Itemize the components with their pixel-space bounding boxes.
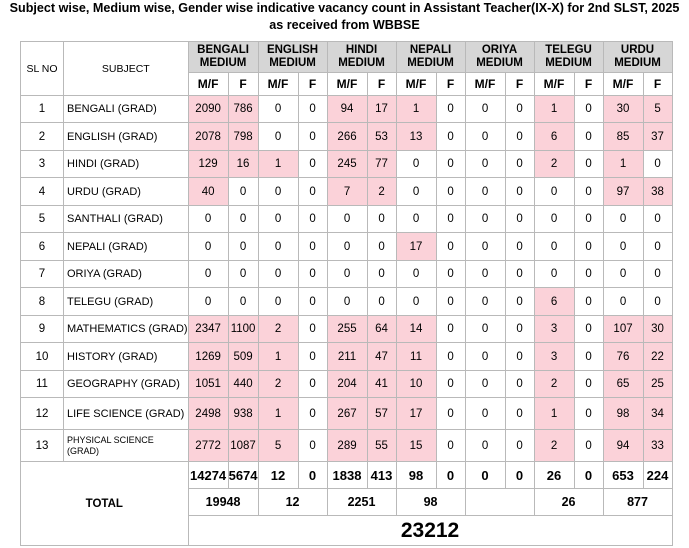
vacancy-cell: 267 (327, 398, 367, 430)
header-medium-oriya: ORIYA MEDIUM (465, 42, 534, 73)
vacancy-cell: 0 (258, 261, 298, 288)
gender-total-cell: 98 (396, 462, 436, 489)
vacancy-cell: 1 (396, 96, 436, 123)
row-subject: PHYSICAL SCIENCE (GRAD) (64, 430, 189, 462)
vacancy-cell: 2772 (188, 430, 228, 462)
vacancy-cell: 0 (505, 316, 534, 343)
vacancy-cell: 0 (534, 206, 574, 233)
vacancy-cell: 97 (603, 178, 643, 206)
vacancy-cell: 0 (505, 343, 534, 371)
vacancy-cell: 57 (367, 398, 396, 430)
header-medium-urdu: URDU MEDIUM (603, 42, 672, 73)
vacancy-cell: 25 (643, 371, 672, 398)
vacancy-cell: 1 (258, 398, 298, 430)
vacancy-cell: 0 (505, 371, 534, 398)
vacancy-cell: 0 (228, 206, 258, 233)
vacancy-cell: 13 (396, 123, 436, 151)
vacancy-cell: 0 (465, 288, 505, 316)
vacancy-cell: 2 (367, 178, 396, 206)
vacancy-cell: 0 (574, 371, 603, 398)
vacancy-cell: 0 (574, 96, 603, 123)
vacancy-cell: 0 (298, 430, 327, 462)
vacancy-cell: 15 (396, 430, 436, 462)
vacancy-cell: 0 (505, 398, 534, 430)
vacancy-cell: 0 (465, 343, 505, 371)
header-medium-english: ENGLISH MEDIUM (258, 42, 327, 73)
vacancy-cell: 938 (228, 398, 258, 430)
vacancy-cell: 786 (228, 96, 258, 123)
vacancy-cell: 2090 (188, 96, 228, 123)
vacancy-cell: 0 (465, 206, 505, 233)
vacancy-cell: 0 (258, 288, 298, 316)
vacancy-cell: 6 (534, 288, 574, 316)
vacancy-cell: 94 (327, 96, 367, 123)
vacancy-cell: 37 (643, 123, 672, 151)
header-f: F (574, 73, 603, 96)
vacancy-cell: 0 (603, 288, 643, 316)
vacancy-cell: 0 (643, 151, 672, 178)
vacancy-cell: 0 (436, 96, 465, 123)
row-subject: BENGALI (GRAD) (64, 96, 189, 123)
vacancy-cell: 0 (258, 123, 298, 151)
vacancy-cell: 53 (367, 123, 396, 151)
vacancy-cell: 77 (367, 151, 396, 178)
vacancy-cell: 0 (258, 206, 298, 233)
vacancy-cell: 0 (603, 233, 643, 261)
vacancy-cell: 1051 (188, 371, 228, 398)
page-title (0, 0, 689, 34)
vacancy-cell: 289 (327, 430, 367, 462)
vacancy-cell: 0 (298, 371, 327, 398)
vacancy-cell: 0 (367, 261, 396, 288)
row-subject: HISTORY (GRAD) (64, 343, 189, 371)
grand-total: 23212 (188, 516, 672, 546)
vacancy-cell: 0 (396, 261, 436, 288)
table-row (21, 343, 673, 371)
vacancy-cell: 0 (258, 233, 298, 261)
vacancy-cell: 38 (643, 178, 672, 206)
title-line-1: Subject wise, Medium wise, Gender wise indicative vacancy count in Assistant Teacher(IX-X) for 2nd SLST, 2025 (9, 1, 680, 15)
row-sl-no: 6 (21, 233, 64, 261)
vacancy-cell: 0 (298, 206, 327, 233)
vacancy-cell: 0 (505, 288, 534, 316)
vacancy-cell: 98 (603, 398, 643, 430)
vacancy-cell: 5 (258, 430, 298, 462)
row-sl-no: 8 (21, 288, 64, 316)
vacancy-cell: 0 (574, 343, 603, 371)
vacancy-cell: 1269 (188, 343, 228, 371)
gender-total-cell: 14274 (188, 462, 228, 489)
vacancy-cell: 0 (396, 288, 436, 316)
vacancy-cell: 0 (298, 233, 327, 261)
medium-total-cell: 12 (258, 489, 327, 516)
vacancy-cell: 0 (534, 261, 574, 288)
vacancy-cell: 2 (534, 371, 574, 398)
vacancy-cell: 0 (534, 178, 574, 206)
row-sl-no: 1 (21, 96, 64, 123)
table-row (21, 398, 673, 430)
row-subject: GEOGRAPHY (GRAD) (64, 371, 189, 398)
vacancy-cell: 0 (574, 233, 603, 261)
header-mf: M/F (258, 73, 298, 96)
vacancy-cell: 3 (534, 343, 574, 371)
header-mf: M/F (188, 73, 228, 96)
vacancy-cell: 1100 (228, 316, 258, 343)
vacancy-cell: 17 (396, 398, 436, 430)
vacancy-cell: 0 (574, 151, 603, 178)
row-subject: TELEGU (GRAD) (64, 288, 189, 316)
vacancy-cell: 0 (505, 151, 534, 178)
vacancy-cell: 40 (188, 178, 228, 206)
gender-total-cell: 1838 (327, 462, 367, 489)
vacancy-cell: 0 (505, 233, 534, 261)
vacancy-cell: 10 (396, 371, 436, 398)
header-mf: M/F (603, 73, 643, 96)
medium-total-cell: 19948 (188, 489, 258, 516)
table-row (21, 96, 673, 123)
vacancy-cell: 0 (465, 151, 505, 178)
vacancy-cell: 17 (367, 96, 396, 123)
vacancy-cell: 0 (228, 261, 258, 288)
vacancy-cell: 34 (643, 398, 672, 430)
table-row (21, 430, 673, 462)
header-medium-hindi: HINDI MEDIUM (327, 42, 396, 73)
vacancy-cell: 0 (436, 261, 465, 288)
vacancy-cell: 76 (603, 343, 643, 371)
header-mf: M/F (534, 73, 574, 96)
gender-total-cell: 26 (534, 462, 574, 489)
gender-total-cell: 5674 (228, 462, 258, 489)
vacancy-cell: 2 (534, 430, 574, 462)
vacancy-cell: 0 (228, 288, 258, 316)
vacancy-cell: 0 (327, 206, 367, 233)
vacancy-cell: 0 (574, 123, 603, 151)
vacancy-cell: 2 (258, 316, 298, 343)
vacancy-cell: 0 (367, 206, 396, 233)
vacancy-cell: 0 (228, 178, 258, 206)
row-sl-no: 11 (21, 371, 64, 398)
row-sl-no: 3 (21, 151, 64, 178)
vacancy-cell: 0 (188, 261, 228, 288)
row-subject: SANTHALI (GRAD) (64, 206, 189, 233)
vacancy-cell: 0 (258, 96, 298, 123)
vacancy-cell: 22 (643, 343, 672, 371)
vacancy-cell: 0 (298, 123, 327, 151)
vacancy-cell: 41 (367, 371, 396, 398)
row-sl-no: 4 (21, 178, 64, 206)
row-sl-no: 9 (21, 316, 64, 343)
vacancy-cell: 55 (367, 430, 396, 462)
table-row (21, 261, 673, 288)
vacancy-cell: 211 (327, 343, 367, 371)
vacancy-cell: 1 (258, 151, 298, 178)
vacancy-cell: 0 (298, 288, 327, 316)
header-subject: SUBJECT (64, 42, 189, 96)
vacancy-cell: 0 (298, 151, 327, 178)
vacancy-cell: 2 (258, 371, 298, 398)
vacancy-cell: 1 (534, 96, 574, 123)
vacancy-cell: 0 (396, 178, 436, 206)
vacancy-cell: 0 (574, 288, 603, 316)
vacancy-cell: 0 (505, 206, 534, 233)
row-subject: HINDI (GRAD) (64, 151, 189, 178)
vacancy-cell: 0 (465, 233, 505, 261)
vacancy-cell: 2347 (188, 316, 228, 343)
vacancy-cell: 11 (396, 343, 436, 371)
vacancy-cell: 0 (327, 233, 367, 261)
vacancy-cell: 0 (465, 316, 505, 343)
vacancy-cell: 6 (534, 123, 574, 151)
vacancy-cell: 33 (643, 430, 672, 462)
vacancy-cell: 30 (643, 316, 672, 343)
vacancy-cell: 65 (603, 371, 643, 398)
gender-total-cell: 0 (574, 462, 603, 489)
vacancy-cell: 0 (603, 261, 643, 288)
vacancy-cell: 0 (505, 123, 534, 151)
vacancy-cell: 0 (643, 206, 672, 233)
header-mf: M/F (327, 73, 367, 96)
vacancy-cell: 0 (574, 316, 603, 343)
gender-total-cell: 0 (505, 462, 534, 489)
gender-total-cell: 413 (367, 462, 396, 489)
header-mf: M/F (396, 73, 436, 96)
row-sl-no: 5 (21, 206, 64, 233)
vacancy-cell: 0 (465, 371, 505, 398)
vacancy-cell: 0 (436, 288, 465, 316)
vacancy-cell: 0 (228, 233, 258, 261)
vacancy-cell: 0 (396, 206, 436, 233)
vacancy-cell: 0 (298, 343, 327, 371)
vacancy-cell: 3 (534, 316, 574, 343)
gender-total-cell: 0 (436, 462, 465, 489)
vacancy-cell: 0 (465, 96, 505, 123)
vacancy-cell: 0 (436, 206, 465, 233)
row-subject: ORIYA (GRAD) (64, 261, 189, 288)
table-row (21, 206, 673, 233)
vacancy-cell: 0 (436, 233, 465, 261)
header-f: F (505, 73, 534, 96)
gender-total-cell: 0 (298, 462, 327, 489)
row-sl-no: 7 (21, 261, 64, 288)
vacancy-cell: 0 (367, 288, 396, 316)
vacancy-cell: 509 (228, 343, 258, 371)
vacancy-cell: 0 (298, 398, 327, 430)
vacancy-cell: 2078 (188, 123, 228, 151)
total-label: TOTAL (21, 462, 189, 546)
table-row (21, 316, 673, 343)
gender-total-cell: 224 (643, 462, 672, 489)
title-line-2: as received from WBBSE (269, 18, 420, 32)
vacancy-cell: 94 (603, 430, 643, 462)
header-medium-telegu: TELEGU MEDIUM (534, 42, 603, 73)
vacancy-cell: 0 (574, 206, 603, 233)
vacancy-cell: 0 (465, 261, 505, 288)
vacancy-cell: 204 (327, 371, 367, 398)
row-subject: MATHEMATICS (GRAD) (64, 316, 189, 343)
table-row (21, 371, 673, 398)
totals-gender-row (21, 462, 673, 489)
row-sl-no: 12 (21, 398, 64, 430)
header-f: F (643, 73, 672, 96)
header-mf: M/F (465, 73, 505, 96)
vacancy-cell: 0 (436, 398, 465, 430)
vacancy-cell: 0 (436, 123, 465, 151)
vacancy-cell: 1 (258, 343, 298, 371)
row-subject: NEPALI (GRAD) (64, 233, 189, 261)
vacancy-cell: 0 (436, 151, 465, 178)
vacancy-cell: 1087 (228, 430, 258, 462)
vacancy-cell: 30 (603, 96, 643, 123)
medium-total-cell: 2251 (327, 489, 396, 516)
table-row (21, 151, 673, 178)
vacancy-cell: 0 (643, 288, 672, 316)
table-row (21, 178, 673, 206)
header-f: F (367, 73, 396, 96)
row-subject: LIFE SCIENCE (GRAD) (64, 398, 189, 430)
row-subject: ENGLISH (GRAD) (64, 123, 189, 151)
vacancy-cell: 266 (327, 123, 367, 151)
medium-total-cell: 98 (396, 489, 465, 516)
vacancy-cell: 0 (465, 123, 505, 151)
vacancy-cell: 0 (505, 96, 534, 123)
vacancy-cell: 0 (574, 430, 603, 462)
vacancy-cell: 440 (228, 371, 258, 398)
vacancy-cell: 255 (327, 316, 367, 343)
vacancy-cell: 245 (327, 151, 367, 178)
table-row (21, 288, 673, 316)
vacancy-cell: 0 (465, 178, 505, 206)
vacancy-cell: 0 (436, 316, 465, 343)
vacancy-cell: 0 (327, 261, 367, 288)
vacancy-cell: 0 (436, 178, 465, 206)
vacancy-cell: 0 (298, 96, 327, 123)
gender-total-cell: 0 (465, 462, 505, 489)
table-row (21, 233, 673, 261)
header-sl-no: SL NO (21, 42, 64, 96)
vacancy-cell: 0 (465, 430, 505, 462)
vacancy-cell: 0 (574, 261, 603, 288)
gender-total-cell: 12 (258, 462, 298, 489)
vacancy-cell: 0 (188, 288, 228, 316)
vacancy-cell: 2 (534, 151, 574, 178)
vacancy-cell: 0 (505, 178, 534, 206)
vacancy-cell: 0 (367, 233, 396, 261)
header-f: F (436, 73, 465, 96)
vacancy-cell: 85 (603, 123, 643, 151)
medium-total-cell: 877 (603, 489, 672, 516)
vacancy-cell: 64 (367, 316, 396, 343)
vacancy-cell: 0 (258, 178, 298, 206)
vacancy-cell: 14 (396, 316, 436, 343)
vacancy-cell: 47 (367, 343, 396, 371)
vacancy-cell: 0 (603, 206, 643, 233)
vacancy-cell: 0 (643, 261, 672, 288)
vacancy-cell: 129 (188, 151, 228, 178)
row-sl-no: 2 (21, 123, 64, 151)
vacancy-cell: 5 (643, 96, 672, 123)
vacancy-cell: 16 (228, 151, 258, 178)
table-row (21, 123, 673, 151)
vacancy-cell: 0 (188, 233, 228, 261)
vacancy-cell: 0 (188, 206, 228, 233)
vacancy-cell: 0 (396, 151, 436, 178)
header-f: F (228, 73, 258, 96)
vacancy-table (20, 41, 673, 546)
vacancy-cell: 0 (574, 398, 603, 430)
vacancy-cell: 2498 (188, 398, 228, 430)
vacancy-cell: 7 (327, 178, 367, 206)
vacancy-cell: 0 (574, 178, 603, 206)
vacancy-cell: 0 (534, 233, 574, 261)
vacancy-cell: 1 (603, 151, 643, 178)
gender-total-cell: 653 (603, 462, 643, 489)
header-medium-bengali: BENGALI MEDIUM (188, 42, 258, 73)
vacancy-cell: 0 (298, 316, 327, 343)
vacancy-cell: 0 (298, 178, 327, 206)
row-sl-no: 10 (21, 343, 64, 371)
vacancy-cell: 0 (643, 233, 672, 261)
vacancy-cell: 798 (228, 123, 258, 151)
vacancy-cell: 0 (436, 343, 465, 371)
vacancy-cell: 0 (436, 430, 465, 462)
vacancy-cell: 0 (436, 371, 465, 398)
vacancy-cell: 1 (534, 398, 574, 430)
medium-total-cell (465, 489, 534, 516)
vacancy-cell: 0 (327, 288, 367, 316)
vacancy-cell: 0 (505, 430, 534, 462)
row-sl-no: 13 (21, 430, 64, 462)
row-subject: URDU (GRAD) (64, 178, 189, 206)
medium-total-cell: 26 (534, 489, 603, 516)
vacancy-cell: 0 (465, 398, 505, 430)
vacancy-cell: 0 (298, 261, 327, 288)
vacancy-cell: 107 (603, 316, 643, 343)
header-f: F (298, 73, 327, 96)
header-medium-nepali: NEPALI MEDIUM (396, 42, 465, 73)
vacancy-cell: 17 (396, 233, 436, 261)
vacancy-cell: 0 (505, 261, 534, 288)
